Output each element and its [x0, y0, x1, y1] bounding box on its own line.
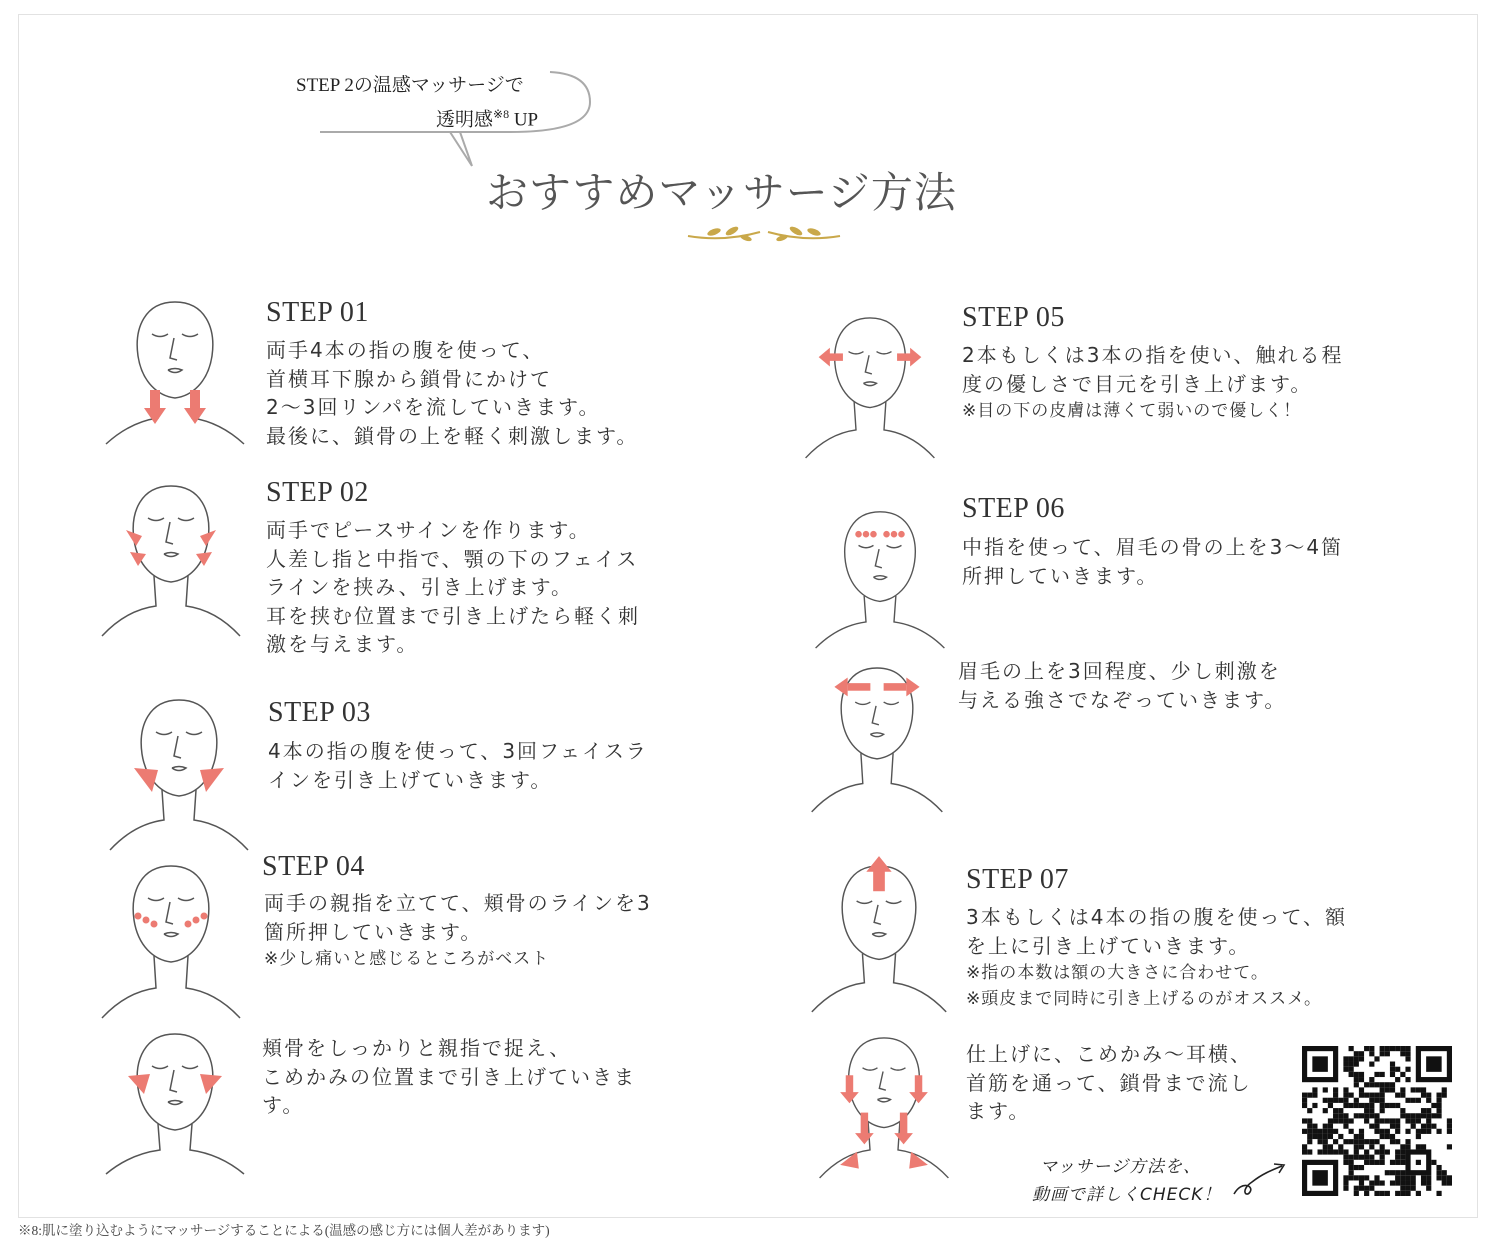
footnote: ※8:肌に塗り込むようにマッサージすることによる(温感の感じ方には個人差があります) — [18, 1223, 550, 1238]
step03-title: STEP 03 — [268, 697, 371, 728]
step04b-body: 頬骨をしっかりと親指で捉え、 こめかみの位置まで引き上げていきま す。 — [262, 1036, 636, 1117]
face-step04-icon — [96, 862, 246, 1022]
face-step05-icon — [800, 314, 940, 460]
qr-caption-line1: マッサージ方法を、 — [1040, 1157, 1201, 1177]
face-step03-icon — [104, 696, 254, 852]
step04-body: 両手の親指を立てて、頬骨のラインを3 箇所押していきます。 ※少し痛いと感じるところがベスト — [264, 891, 652, 969]
face-step06-icon — [810, 508, 950, 650]
face-step02-icon — [96, 482, 246, 640]
page-title: おすすめマッサージ方法 — [486, 168, 957, 217]
step02-body: 両手でピースサインを作ります。 人差し指と中指で、顎の下のフェイス ラインを挟み、引き上げます。 耳を挟む位置まで引き上げたら軽く刺 激を与えます。 — [266, 518, 640, 656]
step06-title: STEP 06 — [962, 493, 1065, 524]
step03-body: 4本の指の腹を使って、3回フェイスラ インを引き上げていきます。 — [268, 739, 648, 792]
face-step07b-icon — [814, 1034, 954, 1180]
qr-code-icon[interactable] — [1302, 1046, 1452, 1196]
callout-line1: STEP 2の温感マッサージで — [296, 75, 524, 96]
step05-body: 2本もしくは3本の指を使い、触れる程 度の優しさで目元を引き上げます。 ※目の下の皮膚は薄くて弱いので優しく！ — [962, 343, 1344, 421]
face-step04b-icon — [100, 1030, 250, 1176]
laurel-ornament-icon — [684, 222, 844, 248]
face-step01-icon — [100, 298, 250, 448]
step02-title: STEP 02 — [266, 477, 369, 508]
step01-title: STEP 01 — [266, 297, 369, 328]
curly-arrow-icon — [1232, 1160, 1288, 1200]
face-step07-icon — [806, 856, 952, 1016]
step05-title: STEP 05 — [962, 302, 1065, 333]
step06-body: 中指を使って、眉毛の骨の上を3〜4箇 所押していきます。 — [962, 535, 1344, 588]
step01-body: 両手4本の指の腹を使って、 首横耳下腺から鎖骨にかけて 2〜3回リンパを流していきます。 最後に、鎖骨の上を軽く刺激します。 — [266, 338, 639, 448]
step07b-body: 仕上げに、こめかみ〜耳横、 首筋を通って、鎖骨まで流し ます。 — [966, 1042, 1252, 1123]
step07-title: STEP 07 — [966, 864, 1069, 895]
step04-title: STEP 04 — [262, 851, 365, 882]
face-step06b-icon — [806, 664, 948, 814]
step07-body: 3本もしくは4本の指の腹を使って、額 を上に引き上げていきます。 ※指の本数は額の大きさに合わせて。 ※頭皮まで同時に引き上げるのがオススメ。 — [966, 905, 1348, 1009]
callout-line2: 透明感$^{※8}$ UP — [436, 107, 539, 131]
qr-caption-line2: 動画で詳しくCHECK！ — [1032, 1185, 1222, 1205]
step06b-body: 眉毛の上を3回程度、少し刺激を 与える強さでなぞっていきます。 — [958, 659, 1287, 712]
